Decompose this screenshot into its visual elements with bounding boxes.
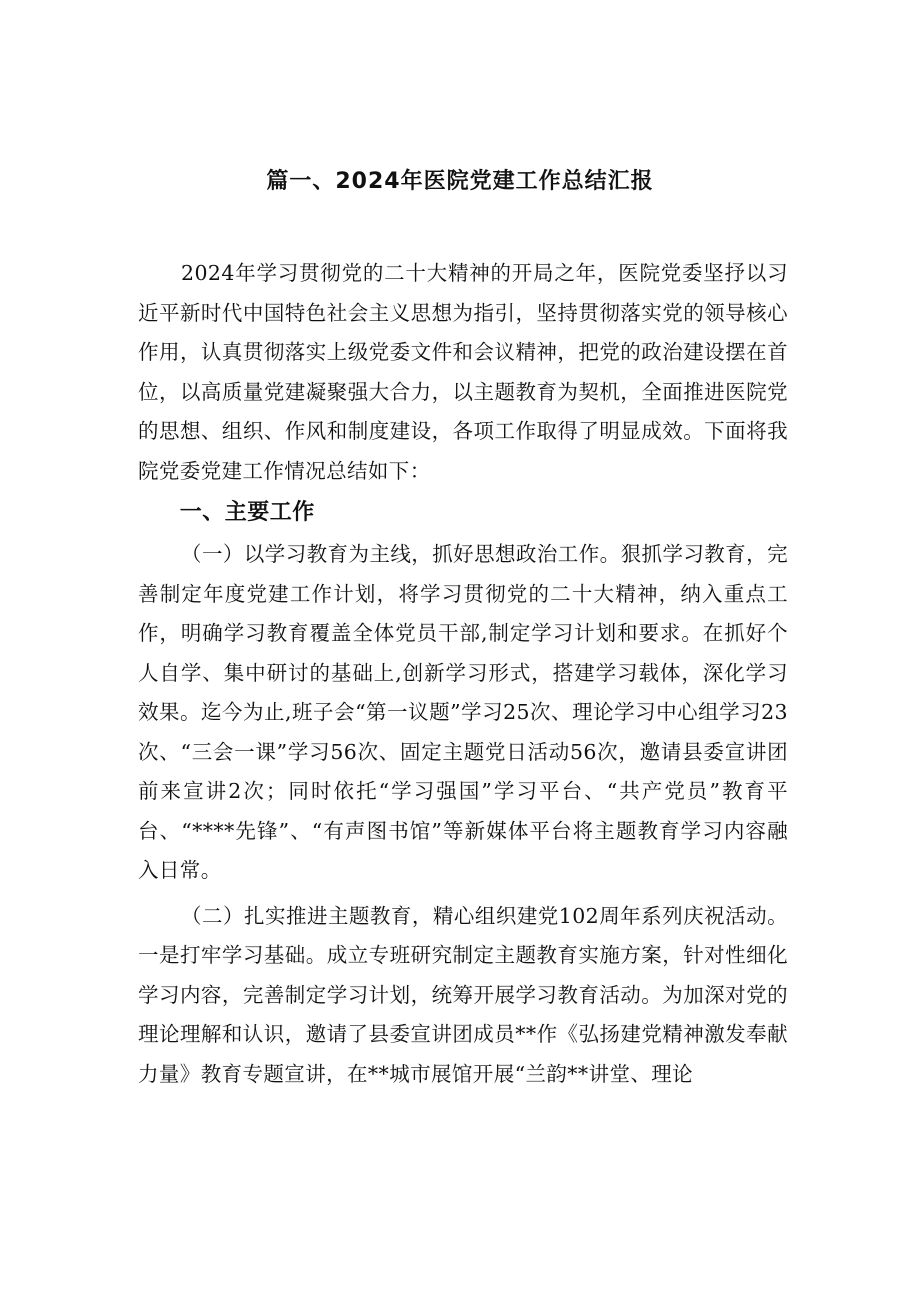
document-title: 篇一、2024年医院党建工作总结汇报 [266, 169, 654, 194]
body-paragraph-2: （二）扎实推进主题教育，精心组织建党102周年系列庆祝活动。一是打牢学习基础。成立专班研究制定主题教育实施方案，针对性细化学习内容，完善制定学习计划，统筹开展学习教育活动。为加深对党的理论理解和认识，邀请了县委宣讲团成员**作《弘扬建党精神激发奉献力量》教育专题宣讲，在**城市展馆开展“兰韵**讲堂、理论 [138, 903, 788, 1086]
intro-paragraph: 2024年学习贯彻党的二十大精神的开局之年，医院党委坚抒以习近平新时代中国特色社会主义思想为指引，坚持贯彻落实党的领导核心作用，认真贯彻落实上级党委文件和会议精神，把党的政治建设摆在首位，以高质量党建凝聚强大合力，以主题教育为契机，全面推进医院党的思想、组织、作风和制度建设，各项工作取得了明显成效。下面将我院党委党建工作情况总结如下： [138, 261, 788, 483]
section-heading: 一、主要工作 [179, 500, 315, 525]
body-paragraph-1: （一）以学习教育为主线，抓好思想政治工作。狠抓学习教育，完善制定年度党建工作计划，将学习贯彻党的二十大精神，纳入重点工作，明确学习教育覆盖全体党员干部,制定学习计划和要求。在抓好个人自学、集中研讨的基础上,创新学习形式，搭建学习载体，深化学习效果。迄今为止,班子会“第一议题”学习25次、理论学习中心组学习23次、“三会一课”学习56次、固定主题党日活动56次，邀请县委宣讲团前来宣讲2次；同时依托“学习强国”学习平台、“共产党员”教育平台、“****先锋”、“有声图书馆”等新媒体平台将主题教育学习内容融入日常。 [138, 542, 788, 882]
document-body [138, 254, 788, 1094]
